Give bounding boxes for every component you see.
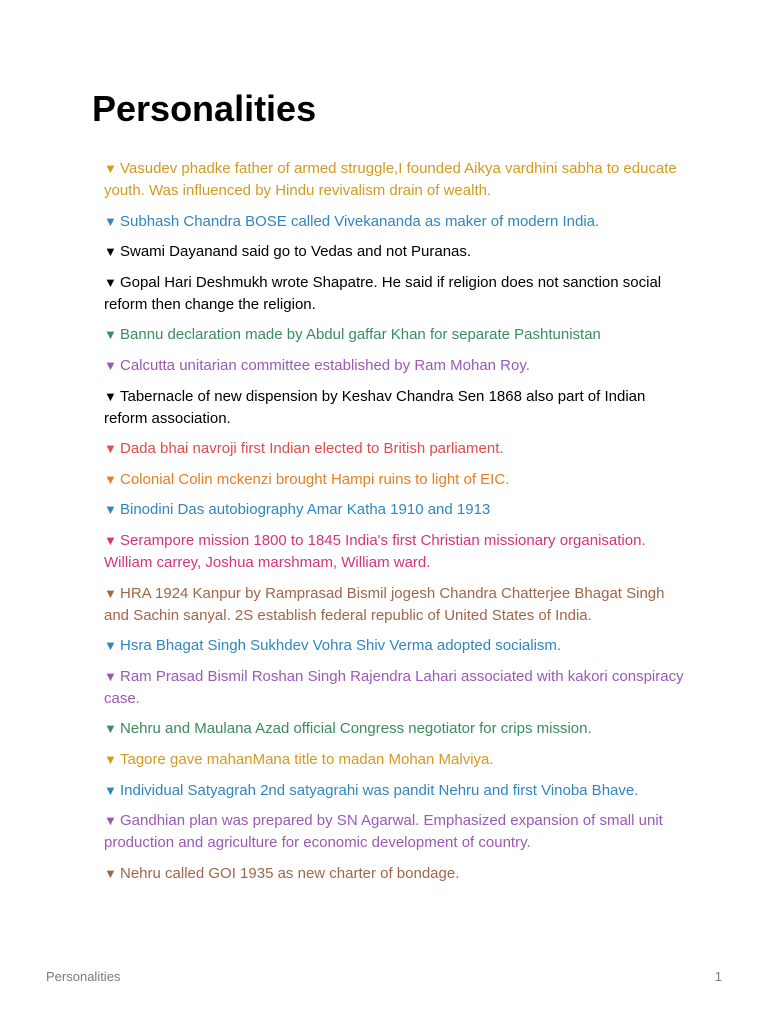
triangle-down-icon[interactable]: ▼ xyxy=(104,585,117,601)
toggle-list xyxy=(104,158,684,893)
toggle-item xyxy=(104,530,684,574)
toggle-item xyxy=(104,469,684,491)
triangle-down-icon[interactable]: ▼ xyxy=(104,668,117,684)
toggle-item-text: Serampore mission 1800 to 1845 India's first Christian missionary organisation. William carrey, Joshua marshmam, William ward. xyxy=(104,531,646,571)
toggle-item-text: Nehru and Maulana Azad official Congress negotiator for crips mission. xyxy=(120,720,592,738)
toggle-item-text: Individual Satyagrah 2nd satyagrahi was pandit Nehru and first Vinoba Bhave. xyxy=(120,781,639,799)
toggle-item-text: Nehru called GOI 1935 as new charter of bondage. xyxy=(120,864,460,882)
triangle-down-icon[interactable]: ▼ xyxy=(104,441,117,457)
toggle-item-text: Gandhian plan was prepared by SN Agarwal. Emphasized expansion of small unit production and agriculture for economic development of country. xyxy=(104,812,663,852)
triangle-down-icon[interactable]: ▼ xyxy=(104,813,117,829)
toggle-item-text: Gopal Hari Deshmukh wrote Shapatre. He said if religion does not sanction social reform then change the religion. xyxy=(104,273,662,313)
triangle-down-icon[interactable]: ▼ xyxy=(104,471,117,487)
toggle-item-text: Subhash Chandra BOSE called Vivekananda as maker of modern India. xyxy=(120,212,600,230)
toggle-item xyxy=(104,583,684,627)
toggle-item xyxy=(104,863,684,885)
toggle-item xyxy=(104,386,684,430)
toggle-item xyxy=(104,718,684,740)
triangle-down-icon[interactable]: ▼ xyxy=(104,721,117,737)
triangle-down-icon[interactable]: ▼ xyxy=(104,638,117,654)
toggle-item xyxy=(104,499,684,521)
triangle-down-icon[interactable]: ▼ xyxy=(104,865,117,881)
toggle-item xyxy=(104,272,684,316)
toggle-item xyxy=(104,438,684,460)
toggle-item xyxy=(104,324,684,346)
triangle-down-icon[interactable]: ▼ xyxy=(104,274,117,290)
toggle-item xyxy=(104,635,684,657)
toggle-item-text: Tabernacle of new dispension by Keshav Chandra Sen 1868 also part of Indian reform association. xyxy=(104,387,646,427)
toggle-item-text: Colonial Colin mckenzi brought Hampi ruins to light of EIC. xyxy=(120,470,510,488)
toggle-item xyxy=(104,666,684,710)
page-number: 1 xyxy=(714,969,722,984)
page-title: Personalities xyxy=(92,88,317,129)
toggle-item xyxy=(104,211,684,233)
triangle-down-icon[interactable]: ▼ xyxy=(104,751,117,767)
triangle-down-icon[interactable]: ▼ xyxy=(104,388,117,404)
toggle-item-text: Calcutta unitarian committee established by Ram Mohan Roy. xyxy=(120,356,530,374)
toggle-item xyxy=(104,780,684,802)
triangle-down-icon[interactable]: ▼ xyxy=(104,327,117,343)
toggle-item-text: Swami Dayanand said go to Vedas and not Puranas. xyxy=(120,243,472,261)
toggle-item xyxy=(104,749,684,771)
footer-title: Personalities xyxy=(46,969,121,984)
triangle-down-icon[interactable]: ▼ xyxy=(104,532,117,548)
toggle-item xyxy=(104,158,684,202)
toggle-item-text: Dada bhai navroji first Indian elected to British parliament. xyxy=(120,440,504,458)
toggle-item xyxy=(104,241,684,263)
triangle-down-icon[interactable]: ▼ xyxy=(104,244,117,260)
triangle-down-icon[interactable]: ▼ xyxy=(104,502,117,518)
toggle-item xyxy=(104,810,684,854)
triangle-down-icon[interactable]: ▼ xyxy=(104,213,117,229)
toggle-item xyxy=(104,355,684,377)
toggle-item-text: Vasudev phadke father of armed struggle,I founded Aikya vardhini sabha to educate youth. Was influenced by Hindu revivalism drain of wealth. xyxy=(104,160,677,199)
triangle-down-icon[interactable]: ▼ xyxy=(104,357,117,373)
toggle-item-text: Ram Prasad Bismil Roshan Singh Rajendra Lahari associated with kakori conspiracy case. xyxy=(104,667,684,707)
toggle-item-text: Binodini Das autobiography Amar Katha 1910 and 1913 xyxy=(120,501,491,519)
toggle-item-text: Hsra Bhagat Singh Sukhdev Vohra Shiv Verma adopted socialism. xyxy=(120,637,562,655)
triangle-down-icon[interactable]: ▼ xyxy=(104,782,117,798)
triangle-down-icon[interactable]: ▼ xyxy=(104,161,117,176)
toggle-item-text: Tagore gave mahanMana title to madan Mohan Malviya. xyxy=(120,750,494,768)
toggle-item-text: HRA 1924 Kanpur by Ramprasad Bismil jogesh Chandra Chatterjee Bhagat Singh and Sachin sanyal. 2S establish federal republic of United States of India. xyxy=(104,584,665,624)
toggle-item-text: Bannu declaration made by Abdul gaffar Khan for separate Pashtunistan xyxy=(120,326,601,344)
